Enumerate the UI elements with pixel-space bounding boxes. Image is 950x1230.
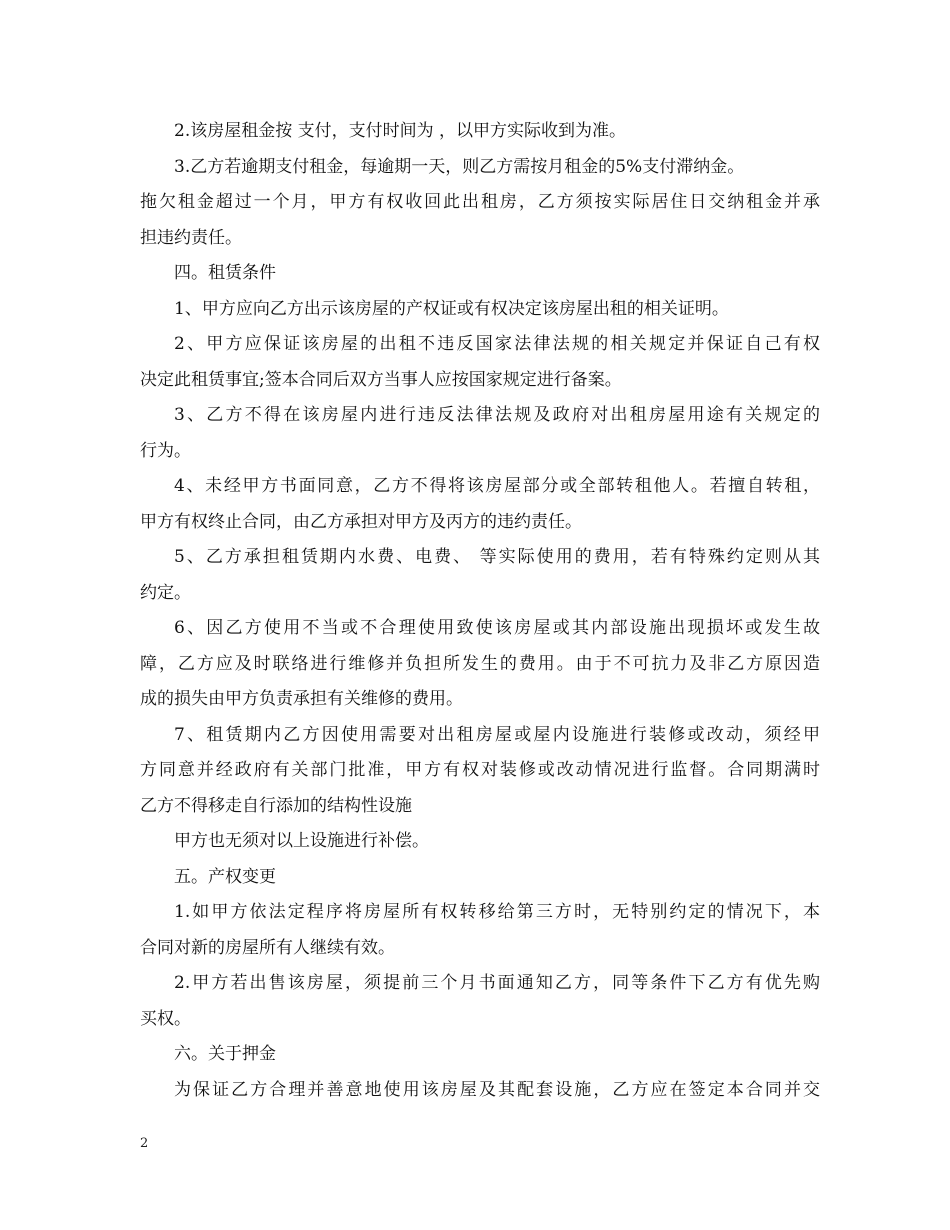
text-line: 拖欠租金超过一个月，甲方有权收回此出租房，乙方须按实际居住日交纳租金并承 xyxy=(140,192,820,212)
page-number: 2 xyxy=(140,1136,149,1151)
text-line: 合同对新的房屋所有人继续有效。 xyxy=(140,937,395,958)
text-line: 六。关于押金 xyxy=(174,1044,276,1064)
text-line: 5、乙方承担租赁期内水费、电费、 等实际使用的费用，若有特殊约定则从其 xyxy=(174,547,820,567)
text-line: 3、乙方不得在该房屋内进行违反法律法规及政府对出租房屋用途有关规定的 xyxy=(174,405,820,425)
text-line: 3.乙方若逾期支付租金，每逾期一天，则乙方需按月租金的5%支付滞纳金。 xyxy=(174,156,745,177)
text-line: 7、租赁期内乙方因使用需要对出租房屋或屋内设施进行装修或改动，须经甲 xyxy=(174,724,820,745)
text-line: 为保证乙方合理并善意地使用该房屋及其配套设施，乙方应在签定本合同并交 xyxy=(174,1079,820,1100)
text-line: 成的损失由甲方负责承担有关维修的费用。 xyxy=(140,689,463,709)
text-line: 1.如甲方依法定程序将房屋所有权转移给第三方时，无特别约定的情况下，本 xyxy=(174,902,820,922)
text-line: 甲方也无须对以上设施进行补偿。 xyxy=(174,831,429,851)
text-line: 甲方有权终止合同，由乙方承担对甲方及丙方的违约责任。 xyxy=(140,511,582,532)
text-line: 买权。 xyxy=(140,1008,191,1029)
text-line: 方同意并经政府有关部门批准，甲方有权对装修或改动情况进行监督。合同期满时 xyxy=(140,760,820,780)
text-line: 4、未经甲方书面同意，乙方不得将该房屋部分或全部转租他人。若擅自转租， xyxy=(174,476,820,496)
text-line: 2.甲方若出售该房屋，须提前三个月书面通知乙方，同等条件下乙方有优先购 xyxy=(174,973,820,993)
document-body xyxy=(140,114,820,1108)
text-line: 决定此租赁事宜;签本合同后双方当事人应按国家规定进行备案。 xyxy=(140,369,622,390)
text-line: 四。租赁条件 xyxy=(174,263,276,283)
text-line: 6、因乙方使用不当或不合理使用致使该房屋或其内部设施出现损坏或发生故 xyxy=(174,618,820,638)
text-line: 行为。 xyxy=(140,440,191,461)
text-line: 障，乙方应及时联络进行维修并负担所发生的费用。由于不可抗力及非乙方原因造 xyxy=(140,653,820,674)
text-line: 五。产权变更 xyxy=(174,866,276,887)
text-line: 2、甲方应保证该房屋的出租不违反国家法律法规的相关规定并保证自己有权 xyxy=(174,334,820,354)
text-line: 2.该房屋租金按 支付，支付时间为 ，以甲方实际收到为准。 xyxy=(174,121,627,141)
text-line: 乙方不得移走自行添加的结构性设施 xyxy=(140,795,412,816)
text-line: 1、甲方应向乙方出示该房屋的产权证或有权决定该房屋出租的相关证明。 xyxy=(174,298,729,319)
text-line: 约定。 xyxy=(140,582,191,603)
text-line: 担违约责任。 xyxy=(140,227,242,248)
